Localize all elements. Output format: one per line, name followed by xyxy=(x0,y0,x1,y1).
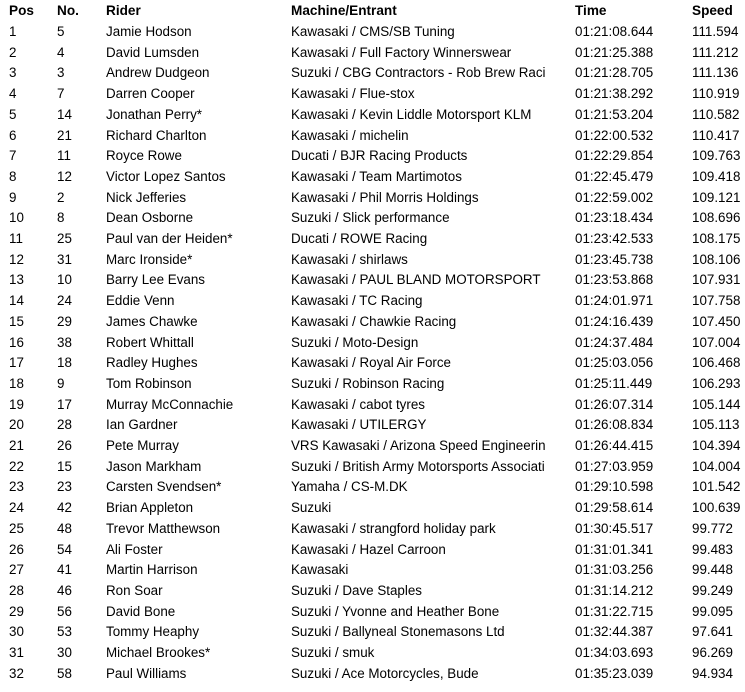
cell-time: 01:22:00.532 xyxy=(575,127,654,143)
cell-machine: Kawasaki / Full Factory Winnerswear xyxy=(291,44,512,60)
cell-machine: Suzuki / Robinson Racing xyxy=(291,375,445,391)
cell-speed: 99.772 xyxy=(692,520,733,536)
cell-speed: 105.144 xyxy=(692,396,741,412)
table-row xyxy=(0,333,745,354)
table-row xyxy=(0,105,745,126)
header-pos: Pos xyxy=(9,3,34,18)
table-row xyxy=(0,22,745,43)
results-body xyxy=(0,22,745,685)
table-row xyxy=(0,602,745,623)
cell-number: 31 xyxy=(57,251,72,267)
cell-speed: 99.448 xyxy=(692,562,733,578)
cell-pos: 6 xyxy=(9,127,17,143)
cell-time: 01:35:23.039 xyxy=(575,665,654,681)
cell-time: 01:23:53.868 xyxy=(575,272,654,288)
cell-time: 01:21:25.388 xyxy=(575,44,654,60)
cell-speed: 111.136 xyxy=(692,65,739,81)
cell-machine: Kawasaki / Phil Morris Holdings xyxy=(291,189,479,205)
cell-pos: 4 xyxy=(9,86,17,102)
cell-machine: VRS Kawasaki / Arizona Speed Engineerin xyxy=(291,438,546,454)
cell-speed: 97.641 xyxy=(692,624,733,640)
cell-number: 29 xyxy=(57,313,72,329)
table-row xyxy=(0,415,745,436)
cell-number: 5 xyxy=(57,24,65,39)
cell-pos: 1 xyxy=(9,24,17,39)
cell-number: 28 xyxy=(57,417,72,433)
cell-pos: 9 xyxy=(9,189,17,205)
table-row xyxy=(0,208,745,229)
cell-pos: 30 xyxy=(9,624,24,640)
cell-rider: Robert Whittall xyxy=(106,334,194,350)
table-row xyxy=(0,43,745,64)
cell-speed: 109.121 xyxy=(692,189,741,205)
cell-machine: Suzuki / Ballyneal Stonemasons Ltd xyxy=(291,624,505,640)
cell-pos: 11 xyxy=(9,231,23,247)
cell-number: 38 xyxy=(57,334,72,350)
cell-rider: Marc Ironside* xyxy=(106,251,193,267)
cell-machine: Suzuki / Slick performance xyxy=(291,210,450,226)
cell-time: 01:25:03.056 xyxy=(575,355,654,371)
cell-machine: Suzuki / Yvonne and Heather Bone xyxy=(291,603,500,619)
header-time: Time xyxy=(575,3,607,18)
table-row xyxy=(0,312,745,333)
cell-time: 01:23:45.738 xyxy=(575,251,654,267)
cell-speed: 107.004 xyxy=(692,334,741,350)
table-row xyxy=(0,457,745,478)
cell-rider: Jonathan Perry* xyxy=(106,106,203,122)
cell-pos: 3 xyxy=(9,65,17,81)
cell-machine: Kawasaki / PAUL BLAND MOTORSPORT xyxy=(291,272,541,288)
cell-number: 18 xyxy=(57,355,72,371)
cell-pos: 17 xyxy=(9,355,24,371)
cell-machine: Suzuki / British Army Motorsports Associati xyxy=(291,458,545,474)
cell-number: 3 xyxy=(57,65,65,81)
cell-rider: Victor Lopez Santos xyxy=(106,168,226,184)
cell-rider: Andrew Dudgeon xyxy=(106,65,210,81)
cell-machine: Kawasaki / strangford holiday park xyxy=(291,520,496,536)
cell-time: 01:32:44.387 xyxy=(575,624,654,640)
cell-rider: Trevor Matthewson xyxy=(106,520,221,536)
cell-rider: David Lumsden xyxy=(106,44,200,60)
cell-time: 01:22:29.854 xyxy=(575,148,654,164)
cell-machine: Ducati / BJR Racing Products xyxy=(291,148,468,164)
table-row xyxy=(0,643,745,664)
cell-machine: Kawasaki / Team Martimotos xyxy=(291,168,462,184)
cell-pos: 25 xyxy=(9,520,24,536)
cell-pos: 10 xyxy=(9,210,24,226)
cell-speed: 107.758 xyxy=(692,293,741,309)
cell-rider: Tom Robinson xyxy=(106,375,192,391)
cell-pos: 28 xyxy=(9,582,24,598)
cell-speed: 107.450 xyxy=(692,313,741,329)
table-row xyxy=(0,498,745,519)
cell-time: 01:27:03.959 xyxy=(575,458,654,474)
cell-number: 41 xyxy=(57,562,72,578)
cell-rider: Tommy Heaphy xyxy=(106,624,200,640)
header-speed: Speed xyxy=(692,3,733,18)
cell-speed: 99.249 xyxy=(692,582,733,598)
cell-number: 21 xyxy=(57,127,72,143)
cell-number: 30 xyxy=(57,645,72,661)
cell-machine: Kawasaki / Chawkie Racing xyxy=(291,313,457,329)
cell-speed: 101.542 xyxy=(692,479,741,495)
cell-machine: Kawasaki / cabot tyres xyxy=(291,396,425,412)
cell-speed: 110.919 xyxy=(692,86,740,102)
header-number: No. xyxy=(57,3,79,18)
cell-pos: 27 xyxy=(9,562,24,578)
cell-number: 42 xyxy=(57,500,72,516)
table-row xyxy=(0,353,745,374)
cell-pos: 19 xyxy=(9,396,24,412)
cell-pos: 21 xyxy=(9,438,24,454)
cell-number: 10 xyxy=(57,272,72,288)
cell-number: 53 xyxy=(57,624,72,640)
cell-rider: Paul Williams xyxy=(106,665,187,681)
cell-number: 2 xyxy=(57,189,65,205)
cell-machine: Suzuki / CBG Contractors - Rob Brew Raci xyxy=(291,65,546,81)
table-row xyxy=(0,540,745,561)
table-row xyxy=(0,477,745,498)
cell-time: 01:22:59.002 xyxy=(575,189,654,205)
cell-machine: Suzuki / smuk xyxy=(291,645,375,661)
cell-pos: 16 xyxy=(9,334,24,350)
cell-speed: 111.212 xyxy=(692,44,739,60)
cell-pos: 26 xyxy=(9,541,24,557)
cell-rider: Martin Harrison xyxy=(106,562,198,578)
cell-rider: Barry Lee Evans xyxy=(106,272,205,288)
cell-rider: Royce Rowe xyxy=(106,148,182,164)
cell-rider: Richard Charlton xyxy=(106,127,207,143)
cell-machine: Ducati / ROWE Racing xyxy=(291,231,428,247)
table-row xyxy=(0,250,745,271)
cell-number: 12 xyxy=(57,168,72,184)
cell-number: 54 xyxy=(57,541,72,557)
table-row xyxy=(0,395,745,416)
cell-speed: 110.582 xyxy=(692,106,740,122)
table-row xyxy=(0,581,745,602)
cell-time: 01:21:38.292 xyxy=(575,86,654,102)
cell-time: 01:31:03.256 xyxy=(575,562,654,578)
cell-number: 15 xyxy=(57,458,72,474)
cell-pos: 23 xyxy=(9,479,24,495)
cell-speed: 106.293 xyxy=(692,375,741,391)
table-row xyxy=(0,519,745,540)
cell-rider: Michael Brookes* xyxy=(106,645,211,661)
cell-machine: Suzuki xyxy=(291,500,332,516)
cell-number: 17 xyxy=(57,396,72,412)
cell-pos: 15 xyxy=(9,313,24,329)
cell-number: 9 xyxy=(57,375,65,391)
cell-number: 48 xyxy=(57,520,72,536)
cell-rider: Eddie Venn xyxy=(106,293,175,309)
table-row xyxy=(0,622,745,643)
cell-machine: Kawasaki / Kevin Liddle Motorsport KLM xyxy=(291,106,532,122)
cell-number: 23 xyxy=(57,479,72,495)
cell-pos: 24 xyxy=(9,500,24,516)
cell-rider: Ron Soar xyxy=(106,582,163,598)
cell-speed: 108.696 xyxy=(692,210,741,226)
cell-time: 01:24:16.439 xyxy=(575,313,654,329)
cell-pos: 22 xyxy=(9,458,24,474)
cell-rider: Jason Markham xyxy=(106,458,202,474)
cell-rider: Darren Cooper xyxy=(106,86,195,102)
cell-machine: Yamaha / CS-M.DK xyxy=(291,479,408,495)
cell-number: 25 xyxy=(57,231,72,247)
table-row xyxy=(0,291,745,312)
cell-time: 01:31:14.212 xyxy=(575,582,654,598)
cell-time: 01:34:03.693 xyxy=(575,645,654,661)
cell-speed: 109.763 xyxy=(692,148,741,164)
header-row xyxy=(0,0,745,22)
cell-time: 01:30:45.517 xyxy=(575,520,654,536)
table-row xyxy=(0,664,745,685)
cell-rider: Jamie Hodson xyxy=(106,24,192,39)
cell-machine: Kawasaki xyxy=(291,562,349,578)
cell-rider: Paul van der Heiden* xyxy=(106,231,233,247)
cell-speed: 104.394 xyxy=(692,438,741,454)
cell-number: 4 xyxy=(57,44,65,60)
table-row xyxy=(0,84,745,105)
cell-time: 01:21:08.644 xyxy=(575,24,654,39)
cell-pos: 14 xyxy=(9,293,24,309)
cell-speed: 109.418 xyxy=(692,168,741,184)
cell-speed: 106.468 xyxy=(692,355,741,371)
cell-machine: Kawasaki / michelin xyxy=(291,127,409,143)
cell-time: 01:24:01.971 xyxy=(575,293,654,309)
cell-rider: Ali Foster xyxy=(106,541,163,557)
cell-time: 01:21:28.705 xyxy=(575,65,654,81)
cell-machine: Kawasaki / Hazel Carroon xyxy=(291,541,446,557)
cell-number: 7 xyxy=(57,86,65,102)
cell-pos: 12 xyxy=(9,251,24,267)
table-row xyxy=(0,270,745,291)
cell-time: 01:24:37.484 xyxy=(575,334,654,350)
cell-pos: 5 xyxy=(9,106,17,122)
cell-speed: 100.639 xyxy=(692,500,741,516)
cell-rider: Ian Gardner xyxy=(106,417,178,433)
cell-speed: 111.594 xyxy=(692,24,739,39)
cell-time: 01:29:58.614 xyxy=(575,500,654,516)
cell-pos: 20 xyxy=(9,417,24,433)
cell-pos: 31 xyxy=(9,645,24,661)
header-rider: Rider xyxy=(106,3,141,18)
cell-speed: 96.269 xyxy=(692,645,733,661)
cell-pos: 18 xyxy=(9,375,24,391)
table-row xyxy=(0,374,745,395)
cell-speed: 107.931 xyxy=(692,272,741,288)
cell-machine: Kawasaki / Flue-stox xyxy=(291,86,415,102)
cell-rider: James Chawke xyxy=(106,313,198,329)
cell-pos: 13 xyxy=(9,272,24,288)
header-machine: Machine/Entrant xyxy=(291,3,397,18)
cell-time: 01:26:07.314 xyxy=(575,396,654,412)
cell-time: 01:31:22.715 xyxy=(575,603,654,619)
cell-machine: Kawasaki / Royal Air Force xyxy=(291,355,452,371)
cell-pos: 7 xyxy=(9,148,17,164)
cell-time: 01:31:01.341 xyxy=(575,541,654,557)
cell-pos: 8 xyxy=(9,168,17,184)
cell-pos: 29 xyxy=(9,603,24,619)
cell-pos: 2 xyxy=(9,44,17,60)
cell-speed: 108.106 xyxy=(692,251,741,267)
cell-machine: Kawasaki / UTILERGY xyxy=(291,417,427,433)
table-row xyxy=(0,146,745,167)
cell-machine: Kawasaki / CMS/SB Tuning xyxy=(291,24,455,39)
cell-rider: Brian Appleton xyxy=(106,500,194,516)
cell-time: 01:21:53.204 xyxy=(575,106,654,122)
cell-time: 01:26:44.415 xyxy=(575,438,654,454)
table-row xyxy=(0,188,745,209)
cell-pos: 32 xyxy=(9,665,24,681)
cell-machine: Suzuki / Dave Staples xyxy=(291,582,422,598)
cell-rider: Nick Jefferies xyxy=(106,189,187,205)
cell-number: 24 xyxy=(57,293,72,309)
cell-time: 01:23:42.533 xyxy=(575,231,654,247)
table-row xyxy=(0,436,745,457)
cell-number: 11 xyxy=(57,148,71,164)
cell-machine: Suzuki / Moto-Design xyxy=(291,334,419,350)
cell-number: 58 xyxy=(57,665,72,681)
cell-rider: David Bone xyxy=(106,603,176,619)
cell-rider: Radley Hughes xyxy=(106,355,198,371)
cell-machine: Kawasaki / shirlaws xyxy=(291,251,408,267)
cell-time: 01:26:08.834 xyxy=(575,417,654,433)
cell-number: 46 xyxy=(57,582,72,598)
cell-time: 01:23:18.434 xyxy=(575,210,654,226)
cell-speed: 108.175 xyxy=(692,231,741,247)
cell-time: 01:22:45.479 xyxy=(575,168,654,184)
cell-number: 14 xyxy=(57,106,72,122)
table-row xyxy=(0,560,745,581)
cell-machine: Suzuki / Ace Motorcycles, Bude xyxy=(291,665,479,681)
cell-time: 01:25:11.449 xyxy=(575,375,653,391)
cell-time: 01:29:10.598 xyxy=(575,479,654,495)
cell-speed: 99.483 xyxy=(692,541,733,557)
results-header xyxy=(0,0,745,22)
cell-number: 8 xyxy=(57,210,65,226)
cell-number: 56 xyxy=(57,603,72,619)
cell-rider: Pete Murray xyxy=(106,438,179,454)
cell-number: 26 xyxy=(57,438,72,454)
cell-rider: Carsten Svendsen* xyxy=(106,479,222,495)
cell-speed: 110.417 xyxy=(692,127,740,143)
table-row xyxy=(0,126,745,147)
cell-speed: 104.004 xyxy=(692,458,741,474)
table-row xyxy=(0,63,745,84)
cell-speed: 94.934 xyxy=(692,665,733,681)
cell-speed: 99.095 xyxy=(692,603,733,619)
cell-rider: Dean Osborne xyxy=(106,210,194,226)
table-row xyxy=(0,229,745,250)
cell-speed: 105.113 xyxy=(692,417,740,433)
cell-machine: Kawasaki / TC Racing xyxy=(291,293,423,309)
cell-rider: Murray McConnachie xyxy=(106,396,234,412)
table-row xyxy=(0,167,745,188)
